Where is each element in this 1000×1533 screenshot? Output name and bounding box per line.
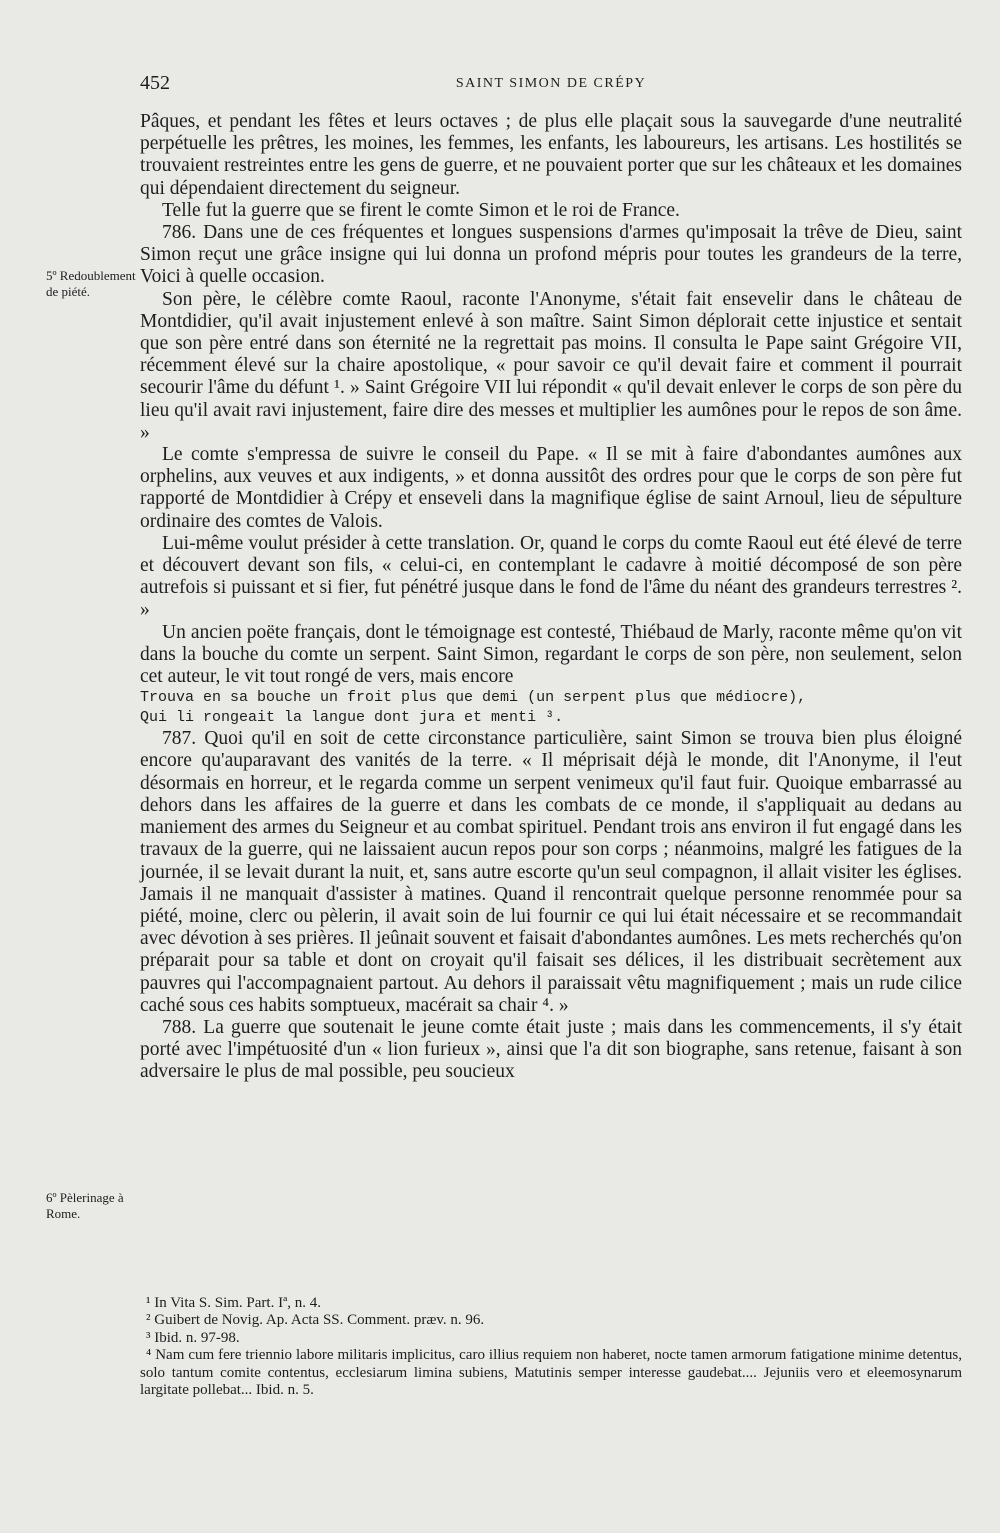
paragraph: Pâques, et pendant les fêtes et leurs octaves ; de plus elle plaçait sous la sauvegarde d'une neutralité perpétuelle les prêtres, les moines, les femmes, les enfants, les laboureurs, les artisans. Les hostilités se trouvaient restreintes entre les gens de guerre, et ne pouvaient porter que sur les châteaux et les domaines qui dépendaient directement du seigneur. [140,111,962,199]
verse-line: Trouva en sa bouche un froit plus que demi (un serpent plus que médiocre), [140,689,807,707]
footnote-4: ⁴ Nam cum fere triennio labore militaris implicitus, caro illius requiem non haberet, nocte tamen armorum fatigatione minime detentus, solo tantum comite contentus, ecclesiarum limina subiens, Matutinis semper interesse gaudebat.... Jejuniis vero et eleemosynarum largitate pollebat... Ibid. n. 5. [140,1347,962,1399]
paragraph: Lui-même voulut présider à cette translation. Or, quand le corps du comte Raoul eut été élevé de terre et découvert devant son fils, « celui-ci, en contemplant le cadavre à moitié décomposé de son père autrefois si puissant et si fier, fut pénétré jusque dans le fond de l'âme du néant des grandeurs terrestres ². » [140,532,962,621]
margin-note-redoublement: 5º Redoublement de piété. [46,268,136,299]
verse-line: Qui li rongeait la langue dont jura et menti ³. [140,709,564,727]
running-title: SAINT SIMON DE CRÉPY [455,76,647,91]
paragraph: Un ancien poëte français, dont le témoignage est contesté, Thiébaud de Marly, raconte même qu'on vit dans la bouche du comte un serpent. Saint Simon, regardant le corps de son père, non seulement, selon cet auteur, le vit tout rongé de vers, mais encore [140,621,962,688]
paragraph: Le comte s'empressa de suivre le conseil du Pape. « Il se mit à faire d'abondantes aumônes aux orphelins, aux veuves et aux indigents, » et donna aussitôt des ordres pour que le corps de son père fut rapporté de Montdidier à Crépy et enseveli dans la magnifique église de saint Arnoul, lieu de sépulture ordinaire des comtes de Valois. [140,444,962,532]
footnotes [140,1295,962,1399]
footnote-3: ³ Ibid. n. 97-98. [146,1329,240,1346]
paragraph-786: 786. Dans une de ces fréquentes et longues suspensions d'armes qu'imposait la trêve de Dieu, saint Simon reçut une grâce insigne qui lui donna un profond mépris pour toutes les grandeurs de la terre, Voici à quelle occasion. [140,222,962,288]
paragraph: Telle fut la guerre que se firent le comte Simon et le roi de France. [162,199,680,221]
paragraph-788: 788. La guerre que soutenait le jeune comte était juste ; mais dans les commencements, il s'y était porté avec l'impétuosité d'un « lion furieux », ainsi que l'a dit son biographe, sans retenue, faisant à son adversaire le plus de mal possible, peu soucieux [140,1016,962,1083]
paragraph: Son père, le célèbre comte Raoul, raconte l'Anonyme, s'était fait ensevelir dans le château de Montdidier, qu'il avait injustement enlevé à son maître. Saint Simon déplorait cette injustice et sentait que son père entré dans son éternité ne la regrettait pas moins. Il consulta le Pape saint Grégoire VII, récemment élevé sur la chaire apostolique, « pour savoir ce qu'il devait faire et comment il pourrait secourir l'âme du défunt ¹. » Saint Grégoire VII lui répondit « qu'il devait enlever le corps de son père du lieu qu'il avait ravi injustement, faire dire des messes et multiplier les aumônes pour le repos de son âme. » [140,288,962,443]
page-number: 452 [140,72,170,94]
paragraph-787: 787. Quoi qu'il en soit de cette circonstance particulière, saint Simon se trouva bien plus éloigné encore qu'auparavant des vanités de la terre. « Il méprisait déjà le monde, dit l'Anonyme, il l'eut désormais en horreur, et le regarda comme un serpent venimeux qu'il faut fuir. Quoique embarrassé au dehors dans les affaires de la guerre et dans les combats de ce monde, il s'appliquait au dedans au maniement des armes du Seigneur et au combat spirituel. Pendant trois ans environ il fut engagé dans les travaux de la guerre, qui ne laissaient aucun repos pour son corps ; néanmoins, malgré les fatigues de la journée, il se levait durant la nuit, et, sans autre escorte qu'un seul compagnon, il allait visiter les églises. Jamais il ne manquait d'assister à matines. Quand il rencontrait quelque personne renommée pour sa piété, moine, clerc ou pèlerin, il avait soin de lui fournir ce qui lui était nécessaire et se recommandait avec dévotion à ses prières. Il jeûnait souvent et faisait d'abondantes aumônes. Les mets recherchés qu'on préparait pour sa table et dont on croyait qu'il faisait ses délices, il les distribuait secrètement aux pauvres qui l'accompagnaient partout. Au dehors il paraissait vêtu magnifiquement ; mais un rude cilice caché sous ces habits somptueux, macérait sa chair ⁴. » [140,728,962,1016]
page-header [140,72,962,100]
body-text [140,111,962,1084]
footnote-1: ¹ In Vita S. Sim. Part. Iª, n. 4. [146,1295,321,1311]
margin-note-pelerinage: 6º Pèlerinage à Rome. [46,1190,124,1221]
footnote-2: ² Guibert de Novig. Ap. Acta SS. Comment. præv. n. 96. [146,1312,485,1329]
